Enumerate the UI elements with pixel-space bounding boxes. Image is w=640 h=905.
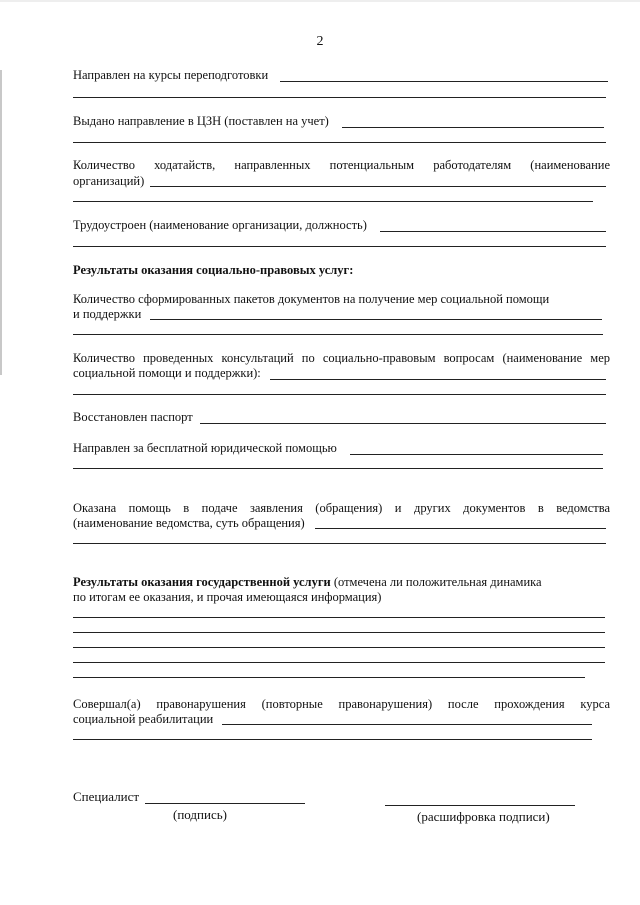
czn-referral-extra-line[interactable] [73, 142, 606, 143]
czn-referral-label: Выдано направление в ЦЗН (поставлен на учет) [73, 114, 329, 128]
petitions-fill-line[interactable] [150, 186, 606, 187]
retraining-label: Направлен на курсы переподготовки [73, 68, 269, 82]
state-service-fill-line-4[interactable] [73, 662, 605, 663]
signature-line[interactable] [145, 803, 305, 804]
packages-fill-line[interactable] [150, 319, 602, 320]
legal-aid-extra-line[interactable] [73, 468, 603, 469]
scan-edge-left [0, 70, 2, 375]
employed-fill-line[interactable] [380, 231, 606, 232]
state-service-fill-line-2[interactable] [73, 632, 605, 633]
signature-transcript-line[interactable] [385, 805, 575, 806]
petitions-extra-line[interactable] [73, 201, 593, 202]
page-number: 2 [316, 34, 324, 49]
scan-edge-top [0, 0, 640, 2]
state-service-fill-line-3[interactable] [73, 647, 605, 648]
filing-fill-line[interactable] [315, 528, 606, 529]
state-service-heading-bold: Результаты оказания государственной услуги [73, 575, 331, 589]
filing-extra-line[interactable] [73, 543, 606, 544]
transcript-caption: (расшифровка подписи) [417, 809, 550, 824]
filing-label-line2: (наименование ведомства, суть обращения) [73, 516, 305, 530]
state-service-fill-line-5[interactable] [73, 677, 585, 678]
passport-label: Восстановлен паспорт [73, 410, 193, 424]
petitions-label-line2: организаций) [73, 174, 145, 188]
packages-label-line2: и поддержки [73, 307, 142, 321]
consult-extra-line[interactable] [73, 394, 606, 395]
retraining-extra-line[interactable] [73, 97, 606, 98]
specialist-label: Специалист [73, 789, 140, 804]
state-service-heading [73, 575, 542, 589]
employed-label: Трудоустроен (наименование организации, должность) [73, 218, 367, 232]
packages-extra-line[interactable] [73, 334, 603, 335]
consult-fill-line[interactable] [270, 379, 606, 380]
state-service-line2: по итогам ее оказания, и прочая имеющаяся информация) [73, 590, 382, 604]
petitions-label-line1: Количество ходатайств, направленных потенциальным работодателям (наименование [73, 158, 610, 172]
social-legal-heading: Результаты оказания социально-правовых услуг: [73, 263, 354, 277]
retraining-fill-line[interactable] [280, 81, 608, 82]
czn-referral-fill-line[interactable] [342, 127, 604, 128]
offenses-fill-line[interactable] [222, 724, 592, 725]
legal-aid-label: Направлен за бесплатной юридической помощью [73, 441, 337, 455]
legal-aid-fill-line[interactable] [350, 454, 603, 455]
passport-fill-line[interactable] [200, 423, 606, 424]
offenses-extra-line[interactable] [73, 739, 592, 740]
employed-extra-line[interactable] [73, 246, 606, 247]
filing-label-line1: Оказана помощь в подаче заявления (обращения) и других документов в ведомства [73, 501, 610, 515]
consult-label-line2: социальной помощи и поддержки): [73, 366, 261, 380]
packages-label-line1: Количество сформированных пакетов документов на получение мер социальной помощи [73, 292, 550, 306]
state-service-heading-rest: (отмечена ли положительная динамика [330, 575, 542, 589]
consult-label-line1: Количество проведенных консультаций по социально-правовым вопросам (наименование мер [73, 351, 610, 365]
offenses-label-line1: Совершал(а) правонарушения (повторные правонарушения) после прохождения курса [73, 697, 610, 711]
offenses-label-line2: социальной реабилитации [73, 712, 214, 726]
signature-caption: (подпись) [173, 807, 227, 822]
state-service-fill-line-1[interactable] [73, 617, 605, 618]
